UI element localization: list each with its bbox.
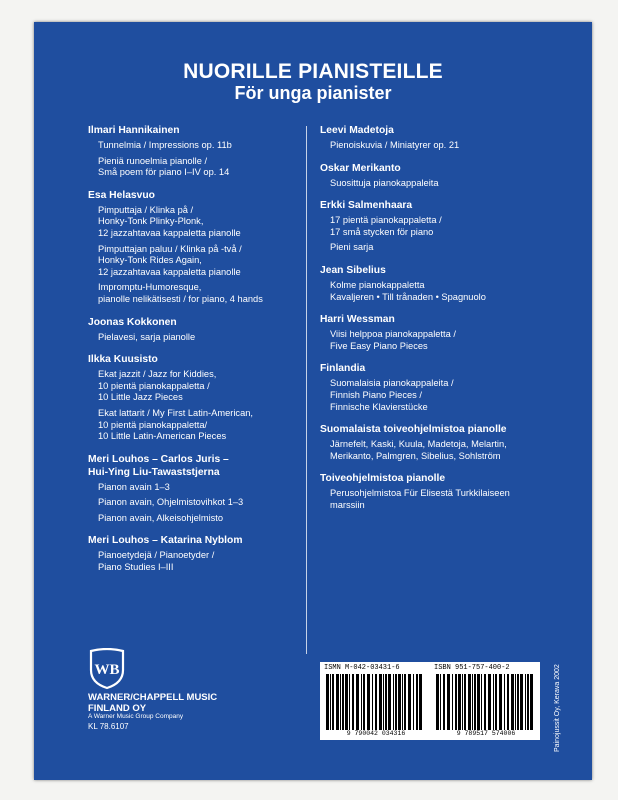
- composer-name: [320, 423, 535, 436]
- composer-name-line: Ilmari Hannikainen: [88, 125, 180, 136]
- work-title: [330, 488, 535, 511]
- composer-name-line: Leevi Madetoja: [320, 125, 394, 136]
- barcode-bar: [388, 674, 391, 730]
- composer-name-line: Esa Helasvuo: [88, 189, 155, 201]
- barcode-bar: [345, 674, 348, 730]
- barcode-bar: [517, 674, 519, 730]
- work-title-line: Pianoetydejä / Pianoetyder /: [98, 550, 215, 561]
- composer-name-line: Ilkka Kuusisto: [88, 354, 158, 366]
- barcode-bar: [372, 674, 373, 730]
- composer-name: [320, 124, 535, 137]
- composer-name: [320, 313, 535, 326]
- work-title-line: Finnische Klavierstücke: [330, 401, 428, 412]
- work-title-line: Honky-Tonk Plinky-Plonk,: [98, 216, 204, 227]
- barcode-bar: [495, 674, 497, 730]
- barcode-bar: [361, 674, 362, 730]
- work-title-line: Kolme pianokappaletta: [330, 279, 425, 290]
- barcode-bar: [356, 674, 359, 730]
- composer-block: [320, 313, 535, 352]
- work-title: [330, 140, 535, 152]
- printer-note: Painojussit Oy, Kerava 2002: [554, 664, 561, 752]
- work-title-line: Piano Studies I–III: [98, 562, 174, 573]
- work-title-line: Perusohjelmistoa Für Elisestä Turkkilaiseen: [330, 488, 510, 499]
- barcode-bar: [330, 674, 331, 730]
- page-title: NUORILLE PIANISTEILLE: [183, 60, 443, 83]
- barcode-bar: [363, 674, 365, 730]
- composer-block: [320, 362, 535, 413]
- barcode-bar: [527, 674, 529, 730]
- barcode-bar: [488, 674, 491, 730]
- work-title-line: Suosittuja pianokappaleita: [330, 177, 439, 188]
- barcode-bar: [511, 674, 514, 730]
- work-title-line: Pieni sarja: [330, 242, 374, 253]
- catalog-number: KL 78.6107: [88, 722, 129, 731]
- barcode-bar: [340, 674, 341, 730]
- barcode-bar: [404, 674, 406, 730]
- composer-name-line: Meri Louhos – Carlos Juris –: [88, 453, 229, 465]
- composer-block: [320, 124, 535, 152]
- composer-name: [320, 362, 535, 375]
- work-title-line: 10 pientä pianokappaletta/: [98, 419, 208, 430]
- column-divider: [306, 126, 307, 654]
- work-title: [98, 497, 298, 509]
- composer-name-line: Suomalaista toiveohjelmistoa pianolle: [320, 424, 507, 436]
- work-title-line: 10 Little Jazz Pieces: [98, 392, 183, 403]
- catalog-column-left: [88, 124, 298, 584]
- barcode-bar: [468, 674, 471, 730]
- work-title-line: Suomalaisia pianokappaleita /: [330, 378, 454, 389]
- barcode-bar: [385, 674, 387, 730]
- isbn-label: ISBN 951-757-400-2: [434, 664, 510, 672]
- composer-block: [88, 189, 298, 306]
- work-title-line: Merikanto, Palmgren, Sibelius, Sohlström: [330, 450, 501, 461]
- publisher-name-line: FINLAND OY: [88, 703, 147, 714]
- barcode-bar: [393, 674, 394, 730]
- work-title: [330, 329, 535, 352]
- work-title: [98, 482, 298, 494]
- work-title-line: Viisi helppoa pianokappaletta /: [330, 329, 456, 340]
- barcode-bar: [332, 674, 334, 730]
- barcode-bar: [419, 674, 422, 730]
- ismn-number: 9 790042 034316: [346, 730, 406, 737]
- composer-name: [320, 472, 535, 485]
- work-title-line: 17 små stycken för piano: [330, 226, 434, 237]
- composer-name: [320, 199, 535, 212]
- composer-name-line: Hui-Ying Liu-Tawaststjerna: [88, 466, 220, 478]
- page-subtitle: För unga pianister: [234, 83, 392, 103]
- work-title-line: Pianon avain 1–3: [98, 481, 170, 492]
- barcode-bar: [416, 674, 418, 730]
- barcode-bar: [530, 674, 533, 730]
- barcode-bar: [413, 674, 414, 730]
- barcode-bar: [336, 674, 339, 730]
- composer-block: [88, 534, 298, 573]
- composer-name: [88, 453, 298, 479]
- barcode-bar: [477, 674, 480, 730]
- barcode-bar: [507, 674, 509, 730]
- barcode-bar: [379, 674, 382, 730]
- back-cover: [34, 22, 592, 780]
- work-title-line: Five Easy Piano Pieces: [330, 340, 428, 351]
- work-title-line: 10 Little Latin-American Pieces: [98, 431, 227, 442]
- barcode-bar: [326, 674, 329, 730]
- composer-block: [88, 124, 298, 179]
- work-title-line: Honky-Tonk Rides Again,: [98, 255, 202, 266]
- barcode-bar: [515, 674, 516, 730]
- work-title-line: Ekat lattarit / My First Latin-American,: [98, 407, 253, 418]
- work-title-line: Pieniä runoelmia pianolle /: [98, 155, 208, 166]
- work-title: [330, 439, 535, 462]
- work-title-line: Ekat jazzit / Jazz for Kiddies,: [98, 369, 217, 380]
- barcode-bars: [434, 674, 538, 730]
- barcode-bar: [367, 674, 370, 730]
- barcode-bar: [504, 674, 505, 730]
- work-title-line: Impromptu-Humoresque,: [98, 282, 202, 293]
- barcode-bar: [455, 674, 457, 730]
- composer-name: [88, 353, 298, 366]
- work-title: [98, 550, 298, 573]
- work-title-line: pianolle nelikätisesti / for piano, 4 hands: [98, 293, 263, 304]
- barcode-bar: [398, 674, 401, 730]
- work-title: [98, 140, 298, 152]
- work-title-line: 12 jazzahtavaa kappaletta pianolle: [98, 227, 241, 238]
- composer-name-line: Toiveohjelmistoa pianolle: [320, 473, 446, 485]
- logo-text: WB: [94, 662, 120, 678]
- composer-name: [320, 264, 535, 277]
- barcode-bar: [481, 674, 482, 730]
- barcode-bar: [440, 674, 441, 730]
- barcode-bar: [452, 674, 453, 730]
- work-title: [98, 205, 298, 240]
- barcode-bar: [395, 674, 397, 730]
- work-title: [330, 378, 535, 413]
- work-title-line: marssiin: [330, 499, 365, 510]
- composer-block: [88, 316, 298, 344]
- barcode-bar: [462, 674, 463, 730]
- work-title: [98, 513, 298, 525]
- work-title-line: Järnefelt, Kaski, Kuula, Madetoja, Melartin,: [330, 439, 507, 450]
- publisher-name-line: WARNER/CHAPPELL MUSIC: [88, 692, 218, 703]
- barcode-bar: [499, 674, 502, 730]
- ismn-barcode: [324, 664, 428, 738]
- barcode-bar: [443, 674, 445, 730]
- barcode-bar: [383, 674, 384, 730]
- barcode-bar: [349, 674, 350, 730]
- work-title: [330, 280, 535, 303]
- composer-name-line: Finlandia: [320, 363, 366, 375]
- composer-block: [320, 472, 535, 511]
- composer-name: [88, 534, 298, 547]
- work-title-line: Kavaljeren • Till trånaden • Spagnuolo: [330, 291, 486, 302]
- barcode-bar: [352, 674, 354, 730]
- composer-block: [320, 423, 535, 462]
- composer-block: [88, 353, 298, 443]
- composer-name: [320, 162, 535, 175]
- barcode-bar: [402, 674, 403, 730]
- work-title-line: Pimputtajan paluu / Klinka på -två /: [98, 243, 242, 254]
- composer-block: [320, 264, 535, 303]
- work-title: [98, 282, 298, 305]
- ismn-label: ISMN M-042-03431-6: [324, 664, 400, 672]
- barcode-bar: [493, 674, 494, 730]
- barcode-panel: [320, 662, 540, 740]
- work-title: [98, 156, 298, 179]
- work-title: [330, 242, 535, 254]
- work-title: [98, 244, 298, 279]
- work-title: [330, 215, 535, 238]
- wb-shield-icon: [88, 648, 126, 690]
- barcode-bar: [436, 674, 439, 730]
- publisher-tagline: A Warner Music Group Company: [88, 713, 184, 720]
- barcode-bar: [375, 674, 377, 730]
- composer-name-line: Harri Wessman: [320, 314, 395, 326]
- composer-block: [320, 199, 535, 254]
- composer-block: [320, 162, 535, 190]
- catalog-column-right: [320, 124, 535, 522]
- work-title-line: 17 pientä pianokappaletta /: [330, 215, 442, 226]
- composer-name: [88, 189, 298, 202]
- barcode-bar: [447, 674, 450, 730]
- composer-name-line: Oskar Merikanto: [320, 162, 401, 174]
- work-title-line: Pimputtaja / Klinka på /: [98, 204, 194, 215]
- work-title-line: Finnish Piano Pieces /: [330, 389, 422, 400]
- work-title: [98, 369, 298, 404]
- work-title-line: Pienoiskuvia / Miniatyrer op. 21: [330, 140, 460, 150]
- composer-name-line: Meri Louhos – Katarina Nyblom: [88, 535, 243, 547]
- work-title-line: Pianon avain, Ohjelmistovihkot 1–3: [98, 497, 244, 508]
- barcode-bar: [408, 674, 411, 730]
- barcode-bar: [474, 674, 476, 730]
- composer-name: [88, 124, 298, 137]
- work-title: [330, 178, 535, 190]
- composer-name-line: Jean Sibelius: [320, 264, 386, 276]
- barcode-bar: [458, 674, 461, 730]
- barcode-bar: [472, 674, 473, 730]
- work-title: [98, 408, 298, 443]
- work-title-line: Små poem för piano I–IV op. 14: [98, 167, 230, 178]
- work-title-line: 10 pientä pianokappaletta /: [98, 380, 210, 391]
- work-title: [98, 332, 298, 344]
- barcode-bar: [525, 674, 526, 730]
- publisher-name: [88, 692, 217, 714]
- work-title-line: Tunnelmia / Impressions op. 11b: [98, 140, 232, 150]
- barcode-bars: [324, 674, 428, 730]
- barcode-bar: [464, 674, 466, 730]
- composer-name: [88, 316, 298, 329]
- composer-name-line: Joonas Kokkonen: [88, 316, 177, 328]
- isbn-number: 9 789517 574006: [456, 730, 516, 737]
- work-title-line: Pianon avain, Alkeisohjelmisto: [98, 512, 224, 523]
- barcode-bar: [484, 674, 486, 730]
- composer-block: [88, 453, 298, 525]
- barcode-bar: [520, 674, 523, 730]
- work-title-line: 12 jazzahtavaa kappaletta pianolle: [98, 266, 241, 277]
- warner-chappell-logo: [88, 648, 126, 690]
- isbn-barcode: [434, 664, 538, 738]
- barcode-bar: [342, 674, 344, 730]
- work-title-line: Pielavesi, sarja pianolle: [98, 331, 196, 342]
- composer-name-line: Erkki Salmenhaara: [320, 200, 413, 212]
